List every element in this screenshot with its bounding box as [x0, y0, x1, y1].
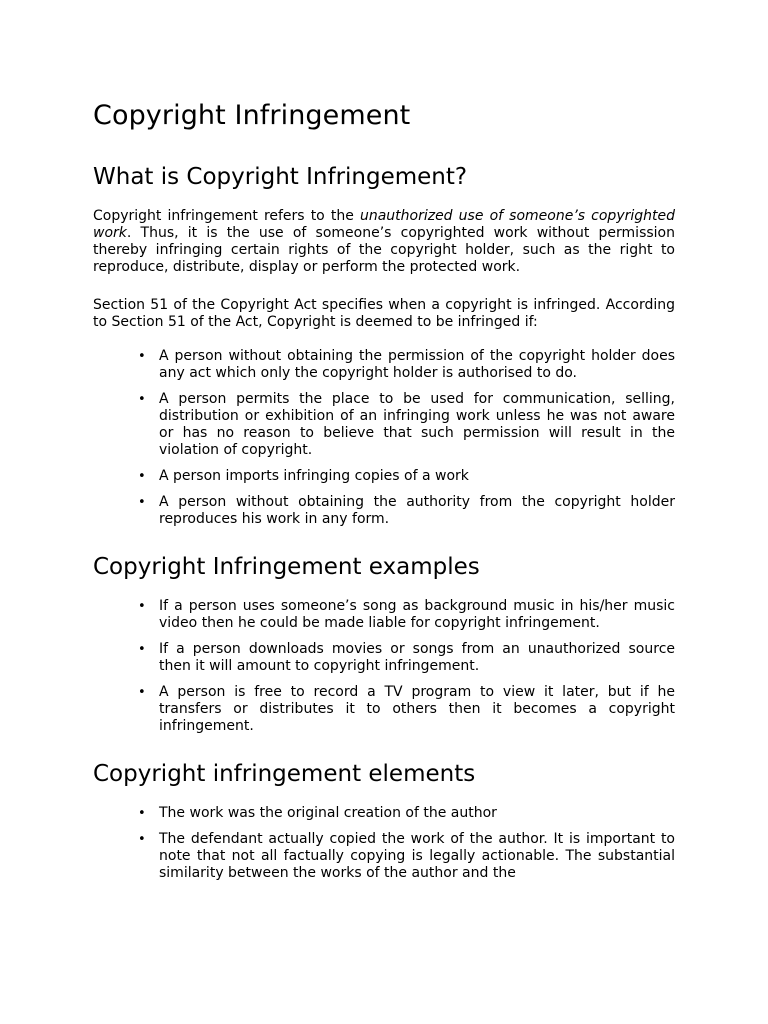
intro-lead-text: Copyright infringement refers to the [93, 208, 360, 224]
list-item-text: If a person uses someone’s song as background music in his/her music video then he could be made liable for copyright infringement. [159, 598, 675, 631]
intro-emphasis-text: unauthorized use of someone’s copyrighted work [93, 208, 676, 241]
list-item [93, 805, 675, 822]
list-item [93, 831, 675, 882]
list-item [93, 468, 675, 485]
list-item-text: A person permits the place to be used for communication, selling, distribution or exhibition of an infringing work unless he was not aware or has no reason to believe that such permission will result in the violation of copyright. [159, 391, 675, 458]
document-title: Copyright Infringement [93, 100, 411, 131]
list-item-text: A person is free to record a TV program to view it later, but if he transfers or distributes it to others then it becomes a copyright infringement. [159, 684, 675, 734]
section51-paragraph: Section 51 of the Copyright Act specifies when a copyright is infringed. According to Section 51 of the Act, Copyright is deemed to be infringed if: [93, 297, 675, 330]
section-heading-elements: Copyright infringement elements [93, 761, 476, 787]
infringement-conditions-list [93, 348, 675, 528]
bullet-icon: • [138, 642, 146, 657]
bullet-icon: • [138, 685, 146, 700]
examples-list [93, 598, 675, 735]
list-item [93, 641, 675, 675]
section-heading-what-is: What is Copyright Infringement? [93, 164, 468, 190]
list-item-text: The work was the original creation of the author [159, 805, 497, 821]
bullet-icon: • [138, 832, 146, 847]
list-item [93, 391, 675, 459]
list-item [93, 494, 675, 528]
list-item-text: A person without obtaining the authority from the copyright holder reproduces his work in any form. [159, 494, 675, 527]
bullet-icon: • [138, 349, 146, 364]
bullet-icon: • [138, 599, 146, 614]
bullet-icon: • [138, 469, 146, 484]
bullet-icon: • [138, 495, 146, 510]
bullet-icon: • [138, 392, 146, 407]
list-item-text: A person without obtaining the permission of the copyright holder does any act which only the copyright holder is authorised to do. [159, 348, 675, 381]
section-heading-examples: Copyright Infringement examples [93, 554, 480, 580]
intro-paragraph [93, 208, 675, 276]
bullet-icon: • [138, 806, 146, 821]
document-content [93, 98, 675, 891]
intro-rest-text: . Thus, it is the use of someone’s copyrighted work without permission thereby infringing certain rights of the copyright holder, such as the right to reproduce, distribute, display or perform the protected work. [93, 225, 675, 275]
list-item [93, 348, 675, 382]
elements-list [93, 805, 675, 882]
list-item-text: The defendant actually copied the work of the author. It is important to note that not all factually copying is legally actionable. The substantial similarity between the works of the author and the [159, 831, 675, 881]
list-item-text: If a person downloads movies or songs from an unauthorized source then it will amount to copyright infringement. [159, 641, 675, 674]
list-item [93, 598, 675, 632]
list-item [93, 684, 675, 735]
list-item-text: A person imports infringing copies of a work [159, 468, 469, 484]
